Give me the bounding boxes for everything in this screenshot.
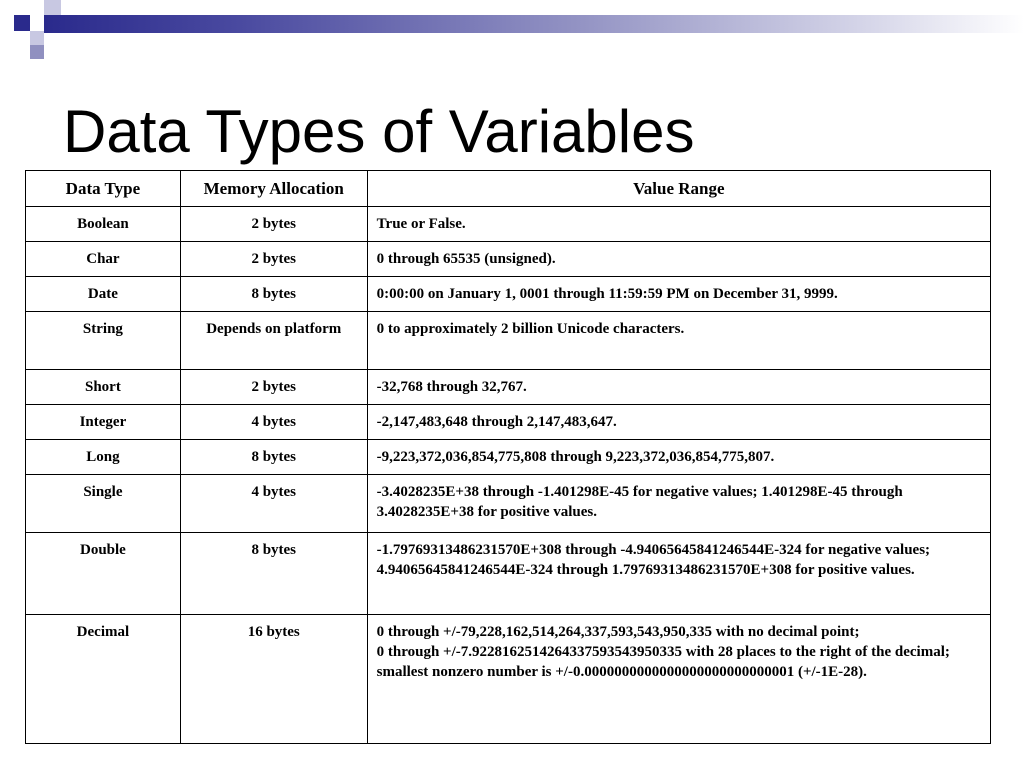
cell-data-type: Date <box>26 277 181 312</box>
table-row <box>26 370 991 405</box>
range-text: -3.4028235E+38 through -1.401298E-45 for negative values; 1.401298E-45 through 3.4028235E+38 for positive values. <box>376 484 903 520</box>
cell-memory: 8 bytes <box>180 440 367 475</box>
cell-memory: 2 bytes <box>180 207 367 242</box>
cell-memory: 4 bytes <box>180 475 367 533</box>
cell-memory: 2 bytes <box>180 242 367 277</box>
table-row <box>26 475 991 533</box>
data-types-table <box>25 170 991 744</box>
range-text: -9,223,372,036,854,775,808 through 9,223,372,036,854,775,807. <box>376 449 775 465</box>
table-row <box>26 615 991 744</box>
decor-square <box>44 0 61 15</box>
cell-data-type: Char <box>26 242 181 277</box>
table-header-row <box>26 171 991 207</box>
cell-data-type: Single <box>26 475 181 533</box>
table-row <box>26 440 991 475</box>
cell-range <box>367 405 990 440</box>
cell-data-type: String <box>26 312 181 370</box>
cell-range <box>367 440 990 475</box>
cell-range <box>367 615 990 744</box>
range-text: True or False. <box>376 216 466 232</box>
table-row <box>26 312 991 370</box>
cell-range <box>367 242 990 277</box>
cell-data-type: Double <box>26 533 181 615</box>
header-data-type: Data Type <box>26 171 181 207</box>
range-text: -32,768 through 32,767. <box>376 379 527 395</box>
range-text: -2,147,483,648 through 2,147,483,647. <box>376 414 617 430</box>
range-text: 0:00:00 on January 1, 0001 through 11:59:59 PM on December 31, 9999. <box>376 286 838 302</box>
range-text: -1.79769313486231570E+308 through -4.94065645841246544E-324 for negative values; 4.94065645841246544E-324 through 1.79769313486231570E+308 for positive values. <box>376 542 931 578</box>
range-text: 0 through +/-79,228,162,514,264,337,593,543,950,335 with no decimal point; <box>376 624 860 640</box>
cell-memory: 8 bytes <box>180 533 367 615</box>
cell-memory: 2 bytes <box>180 370 367 405</box>
table-row <box>26 277 991 312</box>
cell-data-type: Decimal <box>26 615 181 744</box>
cell-range <box>367 370 990 405</box>
range-text: 0 through 65535 (unsigned). <box>376 251 556 267</box>
header-memory-allocation: Memory Allocation <box>180 171 367 207</box>
cell-range <box>367 277 990 312</box>
decor-square <box>61 0 77 15</box>
cell-memory: 8 bytes <box>180 277 367 312</box>
range-text: 0 to approximately 2 billion Unicode characters. <box>376 321 685 337</box>
decor-square <box>30 45 44 59</box>
cell-memory: Depends on platform <box>180 312 367 370</box>
cell-memory: 4 bytes <box>180 405 367 440</box>
cell-data-type: Boolean <box>26 207 181 242</box>
table-row <box>26 207 991 242</box>
cell-range <box>367 475 990 533</box>
cell-range <box>367 312 990 370</box>
decor-square <box>30 31 44 45</box>
table-row <box>26 242 991 277</box>
cell-range <box>367 533 990 615</box>
table-row <box>26 405 991 440</box>
header-value-range: Value Range <box>367 171 990 207</box>
header-gradient-bar <box>44 15 1024 33</box>
cell-data-type: Short <box>26 370 181 405</box>
slide-title: Data Types of Variables <box>63 98 695 165</box>
decor-square <box>14 15 30 31</box>
cell-data-type: Integer <box>26 405 181 440</box>
table-row <box>26 533 991 615</box>
cell-data-type: Long <box>26 440 181 475</box>
cell-range <box>367 207 990 242</box>
range-text: 0 through +/-7.9228162514264337593543950335 with 28 places to the right of the decimal; smallest nonzero number is +/-0.0000000000000000000000000001 (+/-1E-28). <box>376 644 950 680</box>
decor-square <box>14 31 30 45</box>
cell-memory: 16 bytes <box>180 615 367 744</box>
